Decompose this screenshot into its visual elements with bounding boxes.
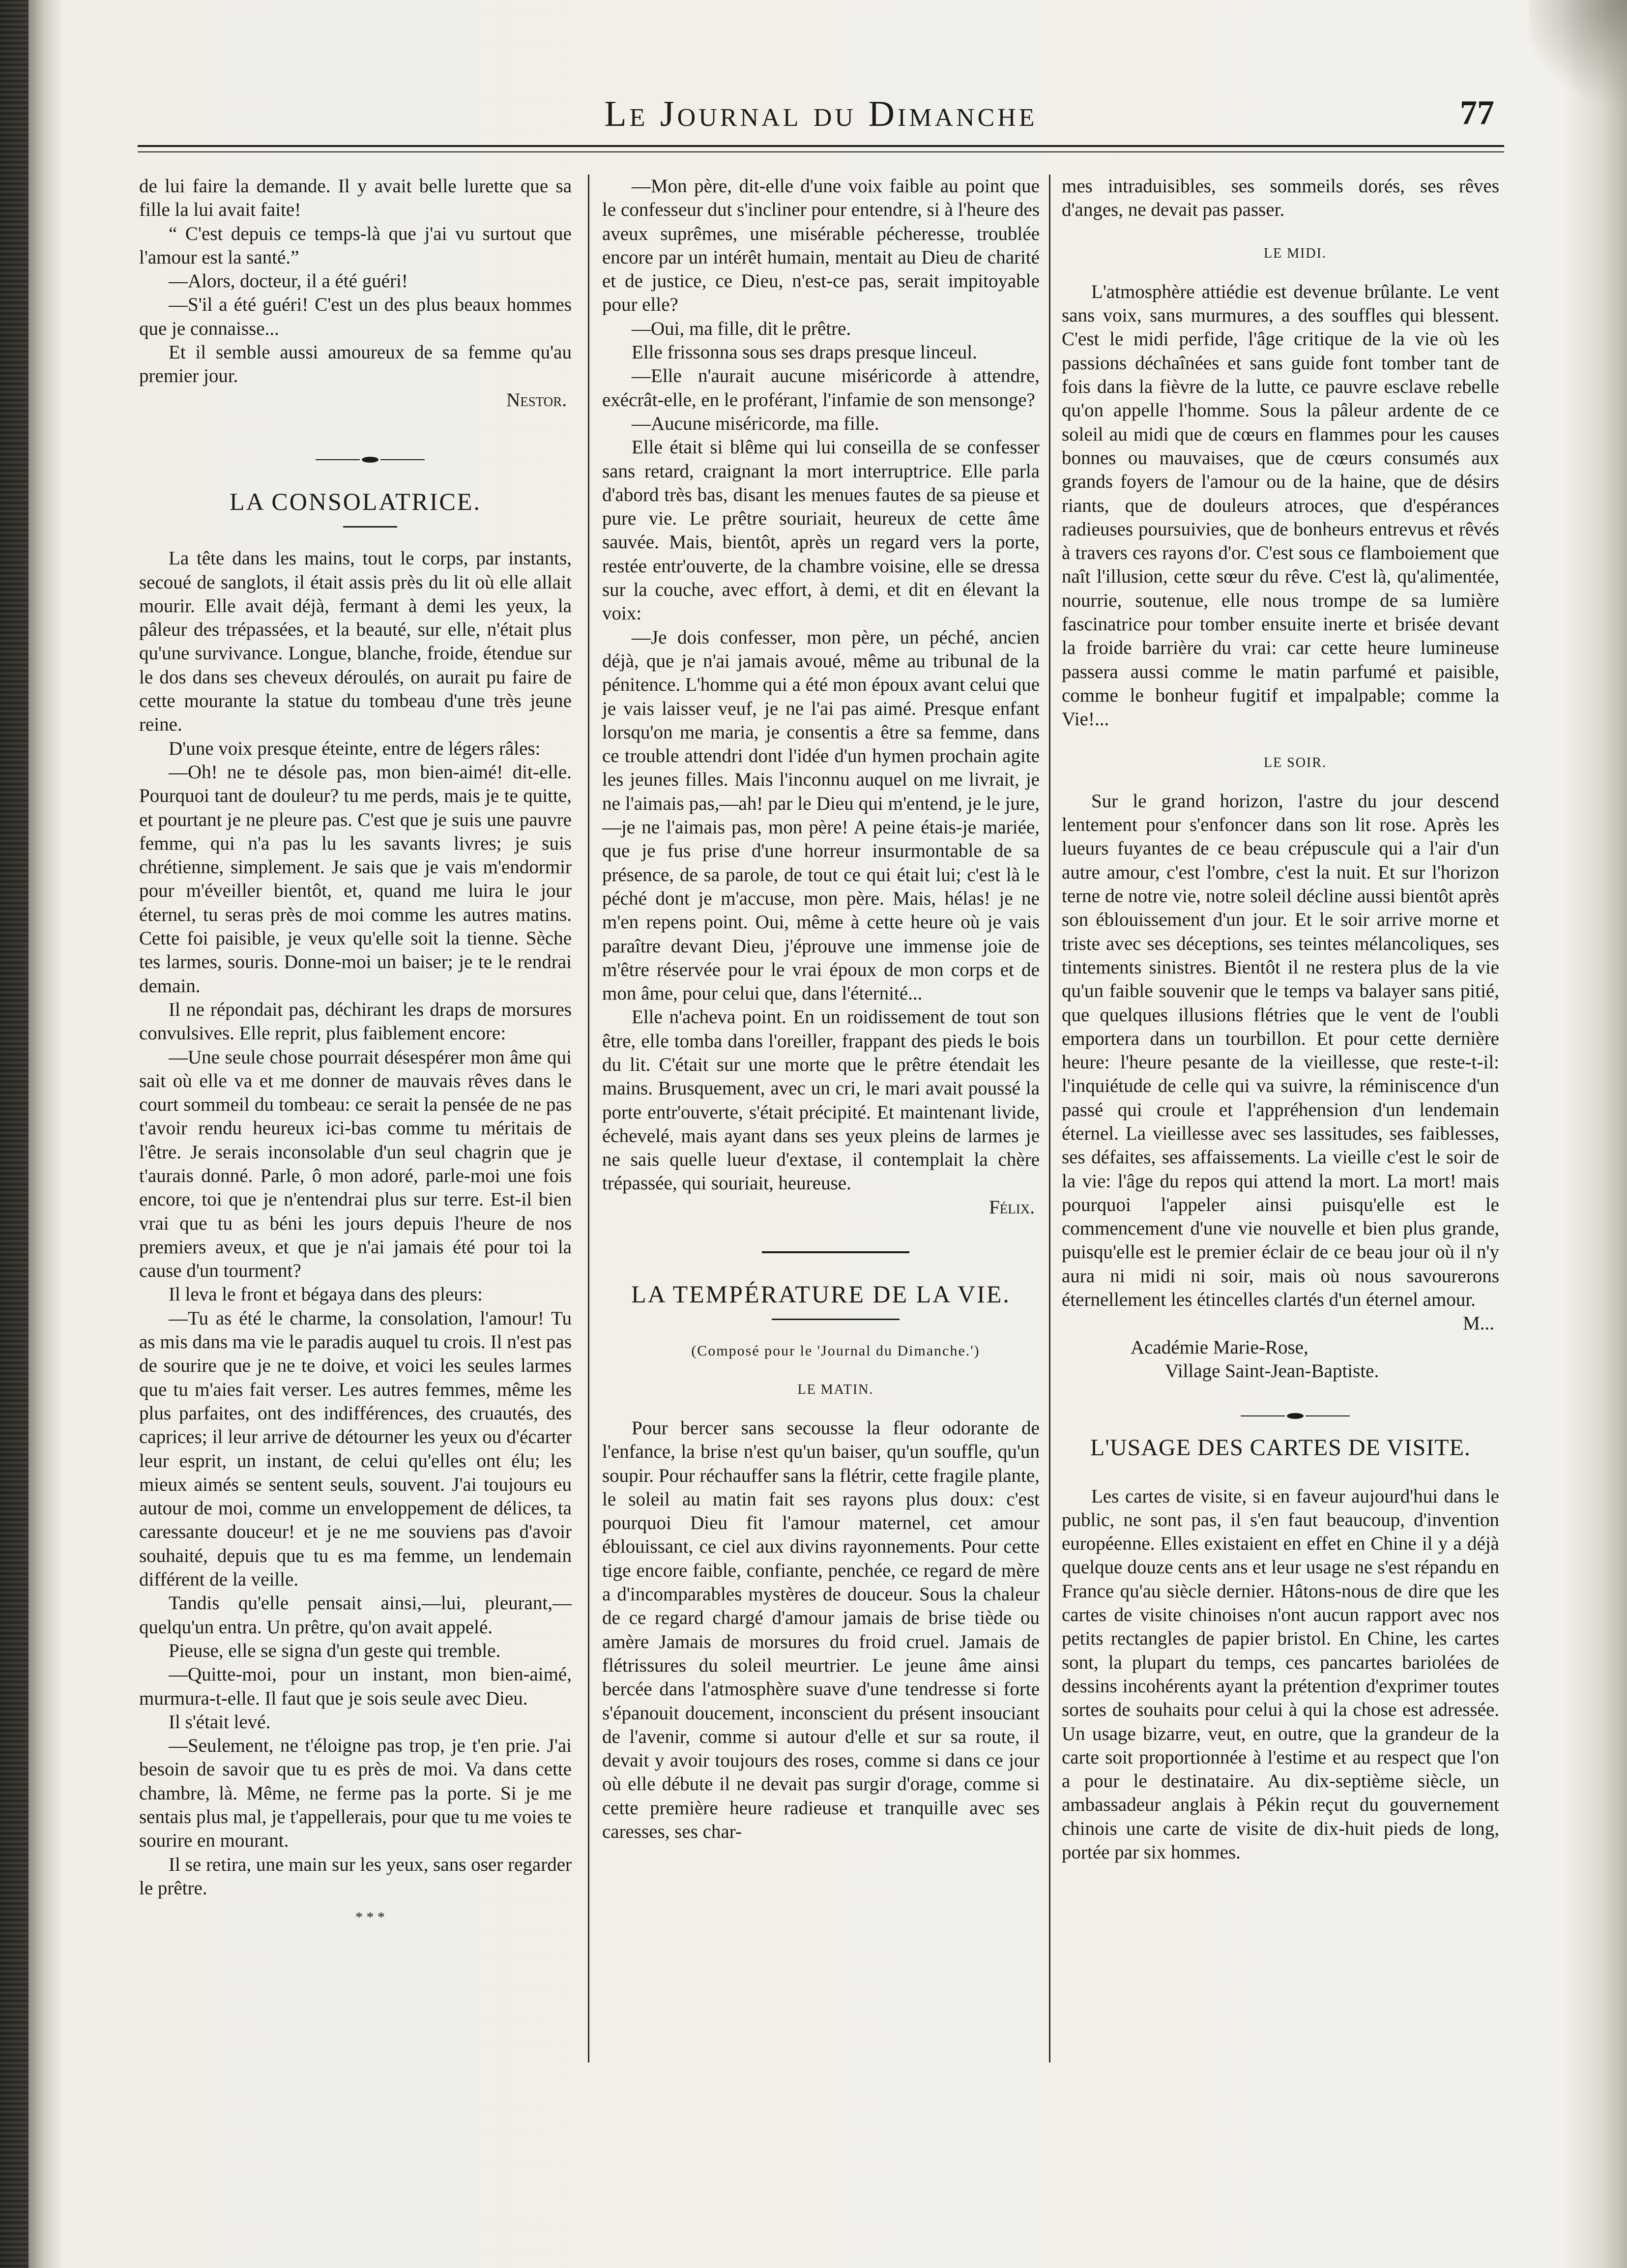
column-divider-2	[1049, 175, 1050, 2062]
column-3	[1062, 175, 1499, 1864]
paragraph: D'une voix presque éteinte, entre de légers râles:	[169, 737, 541, 759]
header-rule-thick	[138, 145, 1504, 147]
paragraph: Il ne répondait pas, déchirant les draps de morsures convulsives. Elle reprit, plus faiblement encore:	[139, 999, 572, 1044]
paragraph: Elle n'acheva point. En un roidissement de tout son être, elle tomba dans l'oreiller, frappant des pieds le bois du lit. C'était sur une morte que le prêtre étendait les mains. Brusquement, avec un cri, le mari avait poussé la porte entr'ouverte, s'était précipité. Et maintenant livide, échevelé, mais ayant dans ses yeux pleins de larmes je ne sais quelle lueur d'extase, il contemplait la chère trépassée, qui souriait, heureuse.	[602, 1006, 1040, 1194]
author-signature: Nestor.	[506, 389, 567, 411]
paragraph: —Oh! ne te désole pas, mon bien-aimé! dit-elle. Pourquoi tant de douleur? tu me perds, mais je te quitte, et pourtant je ne pleure pas. C'est que je suis une pauvre femme, qui n'a pas lu les savants livres; je suis chrétienne, simplement. Je sais que je vais m'endormir pour m'éveiller bientôt, et, quand me luira le jour éternel, tu seras près de moi comme les autres matins. Cette foi paisible, je veux qu'elle soit la tienne. Sèche tes larmes, souris. Donne-moi un baiser; je te le rendrai demain.	[139, 761, 572, 997]
paragraph: Il s'était levé.	[169, 1711, 271, 1733]
address-line: Académie Marie-Rose,	[1131, 1336, 1308, 1358]
address-line: Village Saint-Jean-Baptiste.	[1165, 1360, 1379, 1382]
author-signature: M...	[1463, 1313, 1494, 1334]
section-subtitle: LE MATIN.	[797, 1382, 874, 1397]
paragraph: La tête dans les mains, tout le corps, par instants, secoué de sanglots, il était assis près du lit où elle allait mourir. Elle avait déjà, fermant à demi les yeux, la pâleur des trépassées, et la beauté, sur elle, n'était plus qu'une survivance. Longue, blanche, froide, étendue sur le dos dans ses cheveux déroulés, on aurait pu faire de cette mourante la statue du tombeau d'une très jeune reine.	[139, 548, 572, 736]
ornament-divider	[602, 1239, 1040, 1263]
paragraph: —S'il a été guéri! C'est un des plus beaux hommes que je connaisse...	[139, 294, 572, 339]
author-signature: Félix.	[989, 1196, 1035, 1218]
paragraph: —Oui, ma fille, dit le prêtre.	[632, 318, 851, 339]
paragraph: Pieuse, elle se signa d'un geste qui tremble.	[169, 1640, 501, 1661]
paragraph: —Je dois confesser, mon père, un péché, ancien déjà, que je n'ai jamais avoué, même au tribunal de la pénitence. L'homme qui a été mon époux avant celui que je vais laisser veuf, je ne l'ai pas aimé. Presque enfant lorsqu'on me maria, je consentis a être sa femme, dans ce trouble attendri dont l'idée d'un hymen prochain agite les jeunes filles. Mais l'inconnu auquel on me livrait, je ne l'aimais pas,—ah! par le Dieu qui m'entend, je le jure,—je ne l'aimais pas, mon père! A peine étais-je mariée, que je fus prise d'une horreur insurmontable de sa présence, de sa parole, de tout ce qui était lui; c'est là le péché dont je m'accuse, mon père. Mais, hélas! je ne m'en repens point. Oui, même à cette heure où je vais paraître devant Dieu, j'éprouve une immense joie de m'être réservée pour le vrai époux de mon corps et de mon âme, pour celui que, dans l'éternité...	[602, 626, 1040, 1004]
paragraph: —Mon père, dit-elle d'une voix faible au point que le confesseur dut s'incliner pour entendre, si à l'heure des aveux suprêmes, une misérable pécheresse, troublée encore par un intérêt humain, mentait au Dieu de charité et de justice, ce Dieu, n'est-ce pas, serait impitoyable pour elle?	[602, 176, 1040, 316]
paragraph: —Une seule chose pourrait désespérer mon âme qui sait où elle va et me donner de mauvais rêves dans le court sommeil du tombeau: ce serait la pensée de ne pas t'avoir rendu heureux ici-bas comme tu méritais de l'être. Je serais inconsolable d'un seul chagrin que je t'aurais donné. Parle, ô mon adoré, parle-moi une fois encore, toi que je n'entendrai plus sur terre. Est-il bien vrai que tu as béni les jours depuis l'heure de nos premiers aveux, et que je n'ai jamais été pour toi la cause d'un tourment?	[139, 1046, 572, 1282]
column-2	[602, 175, 1040, 1844]
article-title: LA CONSOLATRICE.	[230, 487, 481, 515]
ornament-divider	[1062, 1403, 1499, 1426]
paragraph: Les cartes de visite, si en faveur aujourd'hui dans le public, ne sont pas, il s'en faut beaucoup, d'invention européenne. Elles existaient en effet en Chine il y a déjà quelque douze cents ans et leur usage ne s'est répandu en France qu'au siècle dernier. Hâtons-nous de dire que les cartes de visite chinoises n'ont aucun rapport avec nos petits rectangles de papier bristol. En Chine, les cartes sont, la plupart du temps, ces pancartes bariolées de dessins incohérents ayant la prétention d'exprimer toutes sortes de souhaits pour celui à qui la chose est adressée. Un usage bizarre, veut, en outre, que la grandeur de la carte soit proportionnée à l'estime et au respect que l'on a pour le destinataire. Au dix-septième siècle, un ambassadeur anglais à Pékin reçut du gouvernement chinois une carte de visite de dix-huit pieds de long, portée par six hommes.	[1062, 1485, 1499, 1863]
page-header	[138, 88, 1504, 143]
paragraph: —Alors, docteur, il a été guéri!	[169, 270, 408, 292]
ornament-divider	[139, 446, 572, 470]
article-title: L'USAGE DES CARTES DE VISITE.	[1090, 1435, 1471, 1461]
page-stain	[1529, 0, 1627, 197]
paragraph: Elle frissonna sous ses draps presque linceul.	[632, 342, 977, 363]
paragraph: —Tu as été le charme, la consolation, l'amour! Tu as mis dans ma vie le paradis auquel tu crois. Il n'est pas de sourire que je ne te doive, et voici les seules larmes que tu m'aies fait verser. Les autres femmes, même les plus parfaites, ont des indifférences, des cruautés, des caprices; il leur arrive de détourner les yeux ou d'écarter leur esprit, un instant, de celui qu'elles ont élu; les mieux aimés se sentent seuls, souvent. J'ai toujours eu autour de moi, comme un enveloppement de délices, ta caressante douceur! et je ne me souviens pas d'avoir souhaité, depuis que tu es ma femme, un lendemain différent de la veille.	[139, 1307, 572, 1591]
section-subtitle: LE MIDI.	[1264, 245, 1327, 261]
page-number: 77	[1460, 94, 1494, 132]
paragraph: Elle était si blême qui lui conseilla de se confesser sans retard, craignant la mort interruptrice. Elle parla d'abord très bas, disant les menues fautes de sa pieuse et pure vie. Le prêtre souriait, heureux de cette âme sauvée. Mais, bientôt, après un regard vers la porte, restée entr'ouverte, de la chambre voisine, elle se dressa sur la couche, avec effort, à demi, et dit en élevant la voix:	[602, 437, 1040, 624]
paragraph: de lui faire la demande. Il y avait belle lurette que sa fille la lui avait faite!	[139, 176, 572, 221]
section-subtitle: LE SOIR.	[1264, 755, 1327, 770]
paragraph: —Quitte-moi, pour un instant, mon bien-aimé, murmura-t-elle. Il faut que je sois seule avec Dieu.	[139, 1664, 572, 1709]
dedication-note: (Composé pour le 'Journal du Dimanche.')	[691, 1343, 980, 1359]
paragraph: Pour bercer sans secousse la fleur odorante de l'enfance, la brise n'est qu'un baiser, qu'un souffle, qu'un soupir. Pour réchauffer sans la flétrir, cette fragile plante, le soleil au matin fait ses rayons plus doux: c'est pourquoi Dieu fit l'amour maternel, cet amour éblouissant, ce ciel aux divins rayonnements. Pour cette tige encore faible, confiante, penchée, ce regard de mère a d'incomparables mystères de douceur. Sous la chaleur de ce regard chargé d'amour jamais de brise tiède ou amère Jamais de morsures du froid cruel. Jamais de flétrissures du soleil meurtrier. Le jeune âme ainsi bercée dans l'atmosphère suave d'une tendresse si forte s'épanouit doucement, inconscient du présent insouciant de l'avenir, comme si autour d'elle et sur sa route, il devait y avoir toujours des roses, comme si dans ce jour où elle débute il ne devait pas surgir d'orage, comme si cette première heure radieuse et tranquille avec ses caresses, ses char-	[602, 1417, 1040, 1842]
paragraph: Il se retira, une main sur les yeux, sans oser regarder le prêtre.	[139, 1854, 572, 1899]
paragraph: —Seulement, ne t'éloigne pas trop, je t'en prie. J'ai besoin de savoir que tu es près de moi. Va dans cette chambre, là. Même, ne ferme pas la porte. Si je me sentais plus mal, je t'appellerais, pour que tu me voies te sourire en mourant.	[139, 1735, 572, 1852]
header-rule-thin	[138, 151, 1504, 152]
column-divider-1	[588, 175, 589, 2062]
paragraph: mes intraduisibles, ses sommeils dorés, ses rêves d'anges, ne devait pas passer.	[1062, 176, 1499, 221]
title-rule	[602, 1306, 1040, 1329]
masthead: Le Journal du Dimanche	[604, 94, 1038, 134]
paragraph: —Elle n'aurait aucune miséricorde à attendre, exécrât-elle, en le proférant, l'infamie de son mensonge?	[602, 365, 1040, 411]
article-title: LA TEMPÉRATURE DE LA VIE.	[631, 1280, 1011, 1308]
paragraph: Et il semble aussi amoureux de sa femme qu'au premier jour.	[139, 342, 572, 387]
column-1	[139, 175, 572, 1925]
paragraph: Tandis qu'elle pensait ainsi,—lui, pleurant,—quelqu'un entra. Un prêtre, qu'on avait appelé.	[139, 1592, 572, 1638]
paragraph: Sur le grand horizon, l'astre du jour descend lentement pour s'enfoncer dans son lit rose. Après les lueurs fuyantes de ce beau crépuscule qui a l'air d'un autre amour, c'est l'ombre, c'est la nuit. Et sur l'horizon terne de notre vie, notre soleil décline aussi bientôt après son éblouissement d'un jour. Et le soir arrive morne et triste avec ses déceptions, ses teintes mélancoliques, ses tintements sinistres. Bientôt il ne restera plus de la vie qu'un faible souvenir que le temps va balayer sans pitié, que quelques illusions flétries que le vent de l'oubli emportera dans un tourbillon. Et pour cette dernière heure: l'heure pesante de la vieillesse, que reste-t-il: l'inquiétude de celle qui va suivre, la réminiscence d'un passé qui croule et l'appréhension d'un lendemain éternel. La vieillesse avec ses lassitudes, ses faiblesses, ses défaites, ses affaissements. La vieille c'est le soir de la vie: l'âge du repos qui attend la mort. La mort! mais pourquoi l'appeler ainsi puisqu'elle est le commencement d'une vie nouvelle et bien plus grande, puisqu'elle est le premier éclair de ce beau jour où il n'y aura ni midi ni soir, mais où nous savourerons éternellement les étincelles clartés d'un éternel amour.	[1062, 790, 1499, 1311]
asterism: * * *	[355, 1909, 385, 1926]
title-rule	[139, 513, 572, 537]
paragraph: Il leva le front et bégaya dans des pleurs:	[169, 1284, 483, 1305]
paragraph: “ C'est depuis ce temps-là que j'ai vu surtout que l'amour est la santé.”	[139, 223, 572, 268]
paragraph: —Aucune miséricorde, ma fille.	[632, 412, 879, 434]
binding-edge	[0, 0, 29, 2268]
paragraph: L'atmosphère attiédie est devenue brûlante. Le vent sans voix, sans murmures, a des souffles qui blessent. C'est le midi perfide, l'âge critique de la vie où les passions déchaînées et sans guide font tomber tant de fois dans la fièvre de la lutte, ce pauvre esclave rebelle qu'on appelle l'homme. Sous la pâleur ardente de ce soleil au midi que de cœurs en flammes pour les causes bonnes ou mauvaises, que de cœurs consumés aux grands foyers de l'amour ou de la haine, que de désirs riants, que de douleurs atroces, que d'espérances radieuses poursuivies, que de bonheurs entrevus et rêvés à travers ces rayons d'or. C'est sous ce flamboiement que naît l'illusion, cette sœur du rêve. C'est là, qu'alimentée, nourrie, soutenue, elle nous trompe de sa lumière fascinatrice pour tomber ensuite inerte et brisée devant la froide barrière du vrai: car cette heure lumineuse passera aussi comme le matin parfumé et paisible, comme le bonheur fugitif et impalpable; comme la Vie!...	[1062, 281, 1499, 730]
